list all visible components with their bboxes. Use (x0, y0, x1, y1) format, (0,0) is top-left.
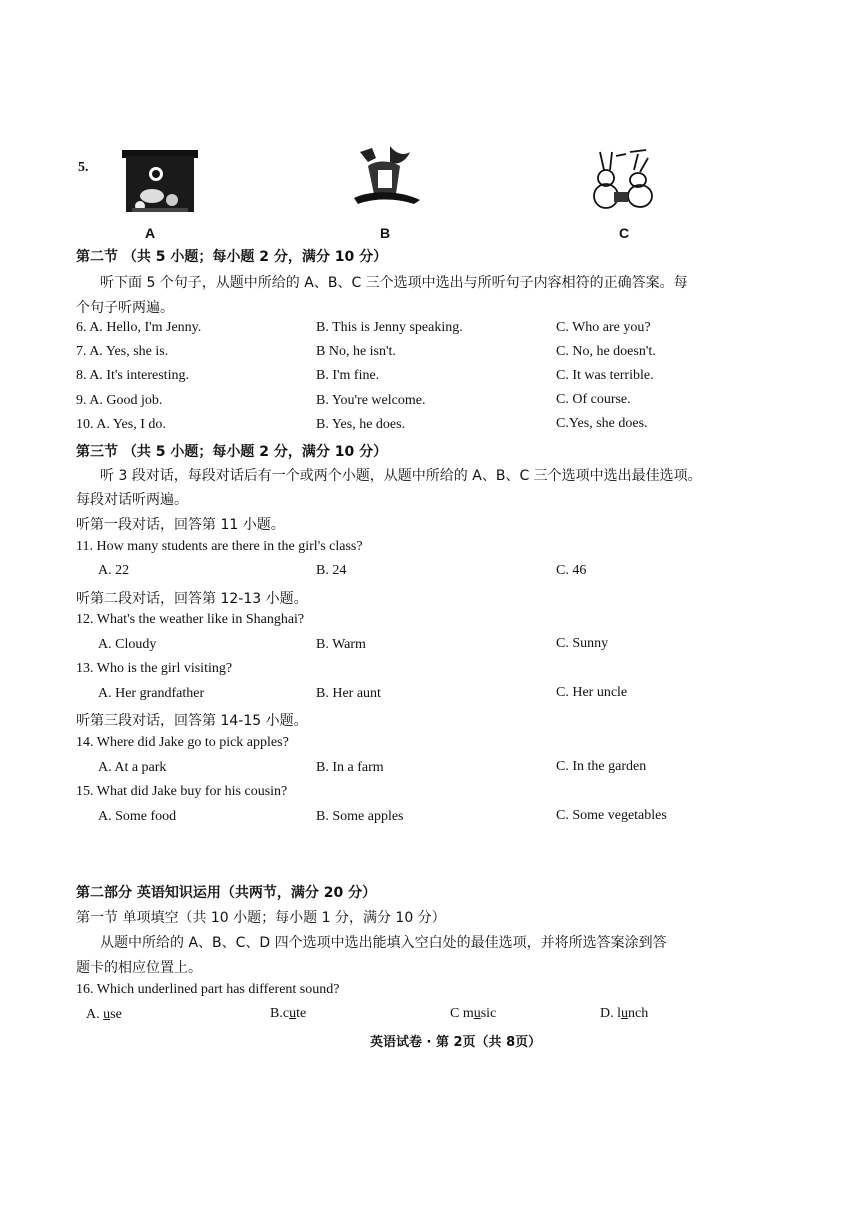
q16-option-b (270, 1006, 306, 1022)
q10-option-b: B. Yes, he does. (316, 417, 406, 432)
section3-heading: 第三节 （共 5 小题；每小题 2 分，满分 10 分） (76, 444, 388, 460)
q16-option-b-underlined: u (289, 1006, 297, 1021)
option-b-letter: B (380, 225, 391, 241)
option-c-picture (586, 148, 658, 212)
q9-option-a: 9. A. Good job. (76, 393, 163, 408)
q8-option-b: B. I'm fine. (316, 368, 380, 383)
rabbits-icon (586, 148, 658, 212)
section3-instruction-line2: 每段对话听两遍。 (76, 492, 188, 508)
q16-option-d (600, 1006, 648, 1022)
q16-option-a-prefix: A. (86, 1007, 104, 1022)
q11-option-a: A. 22 (98, 563, 130, 578)
option-c-letter: C (619, 225, 630, 241)
q15-option-c: C. Some vegetables (556, 808, 667, 823)
q8-option-c: C. It was terrible. (556, 368, 654, 383)
q13-option-a: A. Her grandfather (98, 686, 205, 701)
q16-option-c-prefix: C m (450, 1006, 474, 1021)
q12-option-c: C. Sunny (556, 636, 609, 651)
q8-option-a: 8. A. It's interesting. (76, 368, 189, 383)
dialogue2-instruction: 听第二段对话，回答第 12-13 小题。 (76, 591, 308, 607)
q9-option-c: C. Of course. (556, 392, 631, 407)
q16-option-d-prefix: D. l (600, 1006, 621, 1021)
option-a-letter: A (145, 225, 156, 241)
q6-option-b: B. This is Jenny speaking. (316, 320, 463, 335)
q16-option-b-rest: te (296, 1006, 307, 1021)
q11-option-b: B. 24 (316, 563, 347, 578)
q12-option-a: A. Cloudy (98, 637, 157, 652)
part2-subheading: 第一节 单项填空（共 10 小题；每小题 1 分，满分 10 分） (76, 910, 446, 926)
q15-stem: 15. What did Jake buy for his cousin? (76, 784, 288, 799)
tv-cartoon-icon (118, 146, 204, 216)
plant-pot-icon (350, 144, 422, 210)
q10-option-a: 10. A. Yes, I do. (76, 417, 166, 432)
q15-option-b: B. Some apples (316, 809, 404, 824)
q14-option-b: B. In a farm (316, 760, 384, 775)
q15-option-a: A. Some food (98, 809, 177, 824)
q16-option-c-rest: sic (480, 1006, 497, 1021)
q11-stem: 11. How many students are there in the girl's class? (76, 539, 363, 554)
q7-option-c: C. No, he doesn't. (556, 344, 656, 359)
q13-option-c: C. Her uncle (556, 685, 628, 700)
section2-heading: 第二节 （共 5 小题；每小题 2 分，满分 10 分） (76, 249, 388, 265)
q7-option-a: 7. A. Yes, she is. (76, 344, 169, 359)
q16-option-a-underlined: u (103, 1007, 111, 1022)
section3-instruction-line1: 听 3 段对话，每段对话后有一个或两个小题，从题中所给的 A、B、C 三个选项中选出最佳选项。 (100, 468, 702, 484)
q14-option-a: A. At a park (98, 760, 167, 775)
q6-option-a: 6. A. Hello, I'm Jenny. (76, 320, 202, 335)
q11-option-c: C. 46 (556, 563, 587, 578)
q16-option-c (450, 1006, 496, 1022)
q16-option-a (86, 1007, 122, 1023)
q6-option-c: C. Who are you? (556, 320, 651, 335)
page-footer: 英语试卷 · 第 2页（共 8页） (370, 1035, 542, 1050)
q14-stem: 14. Where did Jake go to pick apples? (76, 735, 289, 750)
question-number-5: 5. (78, 160, 89, 175)
option-b-picture (350, 144, 422, 210)
dialogue1-instruction: 听第一段对话，回答第 11 小题。 (76, 517, 285, 533)
q12-stem: 12. What's the weather like in Shanghai? (76, 612, 305, 627)
q7-option-b: B No, he isn't. (316, 344, 396, 359)
q14-option-c: C. In the garden (556, 759, 647, 774)
q16-option-d-underlined: u (621, 1006, 628, 1021)
section2-instruction-line2: 个句子听两遍。 (76, 300, 174, 316)
section2-instruction-line1: 听下面 5 个句子，从题中所给的 A、B、C 三个选项中选出与所听句子内容相符的正确答案。每 (100, 275, 688, 291)
part2-instruction-line1: 从题中所给的 A、B、C、D 四个选项中选出能填入空白处的最佳选项，并将所选答案涂到答 (100, 935, 667, 951)
part2-instruction-line2: 题卡的相应位置上。 (76, 960, 202, 976)
q10-option-c: C.Yes, she does. (556, 416, 648, 431)
dialogue3-instruction: 听第三段对话，回答第 14-15 小题。 (76, 713, 308, 729)
option-a-picture (118, 146, 204, 216)
q9-option-b: B. You're welcome. (316, 393, 426, 408)
q16-option-b-prefix: B.c (270, 1006, 290, 1021)
q16-stem: 16. Which underlined part has different sound? (76, 982, 340, 997)
q13-stem: 13. Who is the girl visiting? (76, 661, 233, 676)
q16-option-d-rest: nch (628, 1006, 649, 1021)
q13-option-b: B. Her aunt (316, 686, 381, 701)
q12-option-b: B. Warm (316, 637, 366, 652)
q16-option-a-rest: se (110, 1007, 122, 1022)
part2-heading: 第二部分 英语知识运用（共两节，满分 20 分） (76, 885, 377, 901)
q16-option-c-underlined: u (473, 1006, 481, 1021)
